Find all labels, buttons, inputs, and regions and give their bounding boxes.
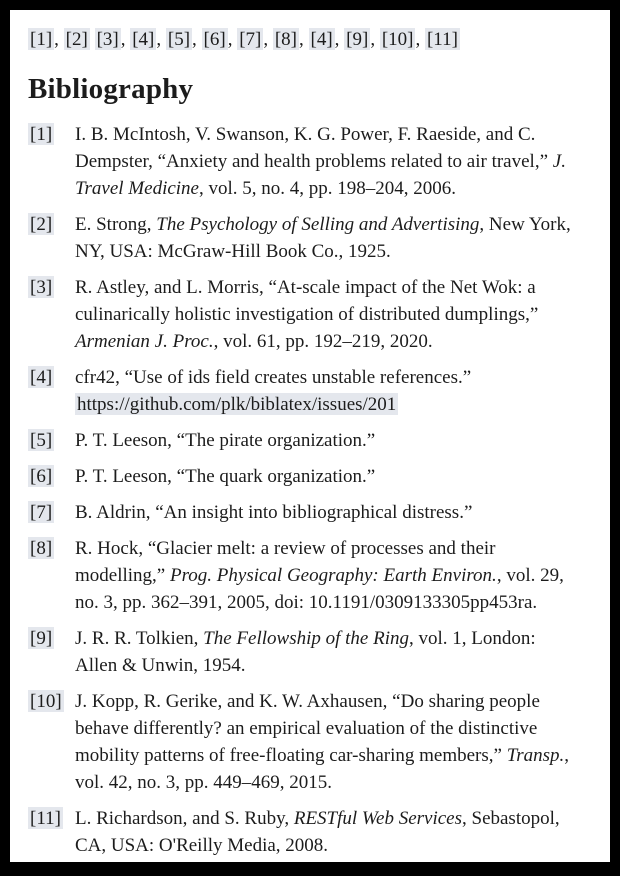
reference-text bbox=[75, 625, 580, 679]
citation-link[interactable]: [4] bbox=[310, 29, 333, 50]
citation-link[interactable]: [2] bbox=[65, 29, 88, 50]
reference-text bbox=[75, 535, 580, 616]
reference-text-segment: , Sebastopol, CA, USA: O'Reilly Media, 2008. bbox=[75, 808, 560, 856]
citation-link[interactable]: [10] bbox=[381, 29, 414, 50]
bibliography-list bbox=[28, 121, 592, 859]
reference-number-link[interactable]: [7] bbox=[30, 502, 53, 523]
reference-text-segment: , vol. 29, no. 3, pp. 362–391, 2005, doi: 10.1191/0309133305pp453ra. bbox=[75, 565, 564, 613]
reference-text-segment: cfr42, “Use of ids field creates unstable references.” bbox=[75, 367, 472, 388]
citation-link[interactable]: [9] bbox=[346, 29, 369, 50]
reference-entry bbox=[28, 121, 592, 202]
reference-entry bbox=[28, 274, 592, 355]
reference-text-segment: , New York, NY, USA: McGraw-Hill Book Co., 1925. bbox=[75, 214, 571, 262]
reference-number-link[interactable]: [2] bbox=[30, 214, 53, 235]
reference-text-segment: , vol. 5, no. 4, pp. 198–204, 2006. bbox=[199, 178, 457, 199]
reference-text-segment: R. Hock, “Glacier melt: a review of processes and their modelling,” bbox=[75, 538, 496, 586]
reference-label-cell bbox=[28, 427, 75, 454]
reference-journal-title: Armenian J. Proc. bbox=[75, 331, 214, 352]
document-page bbox=[10, 10, 610, 862]
reference-number-link[interactable]: [1] bbox=[30, 124, 53, 145]
reference-text bbox=[75, 364, 580, 418]
reference-entry bbox=[28, 805, 592, 859]
reference-journal-title: J. Travel Medicine bbox=[75, 151, 566, 199]
reference-journal-title: RESTful Web Services bbox=[293, 808, 462, 829]
reference-label-cell bbox=[28, 688, 75, 715]
citation-link[interactable]: [11] bbox=[426, 29, 458, 50]
reference-text-segment: , vol. 1, London: Allen & Unwin, 1954. bbox=[75, 628, 536, 676]
reference-text-segment: I. B. McIntosh, V. Swanson, K. G. Power, F. Raeside, and C. Dempster, “Anxiety and health problems related to air travel,” bbox=[75, 124, 553, 172]
reference-text bbox=[75, 463, 580, 490]
citation-link[interactable]: [8] bbox=[274, 29, 297, 50]
reference-label-cell bbox=[28, 805, 75, 832]
reference-number-link[interactable]: [11] bbox=[30, 808, 61, 829]
reference-label-cell bbox=[28, 121, 75, 148]
reference-number-link[interactable]: [8] bbox=[30, 538, 53, 559]
citation-link[interactable]: [3] bbox=[96, 29, 119, 50]
reference-entry bbox=[28, 688, 592, 796]
reference-text-segment: J. Kopp, R. Gerike, and K. W. Axhausen, “Do sharing people behave differently? an empirical evaluation of the distinctive mobility patterns of free-floating car-sharing members,” bbox=[75, 691, 540, 766]
reference-text-segment: J. R. R. Tolkien, bbox=[75, 628, 204, 649]
reference-number-link[interactable]: [3] bbox=[30, 277, 53, 298]
reference-entry bbox=[28, 625, 592, 679]
reference-text-segment: E. Strong, bbox=[75, 214, 157, 235]
reference-label-cell bbox=[28, 211, 75, 238]
reference-entry bbox=[28, 211, 592, 265]
reference-journal-title: The Psychology of Selling and Advertising bbox=[156, 214, 480, 235]
reference-number-link[interactable]: [9] bbox=[30, 628, 53, 649]
reference-number-link[interactable]: [10] bbox=[30, 691, 62, 712]
reference-journal-title: Transp. bbox=[506, 745, 565, 766]
reference-text bbox=[75, 499, 580, 526]
reference-text bbox=[75, 121, 580, 202]
reference-number-link[interactable]: [5] bbox=[30, 430, 53, 451]
citation-link[interactable]: [1] bbox=[30, 29, 53, 50]
reference-journal-title: Prog. Physical Geography: Earth Environ. bbox=[169, 565, 497, 586]
reference-text bbox=[75, 211, 580, 265]
reference-number-link[interactable]: [4] bbox=[30, 367, 53, 388]
reference-journal-title: The Fellowship of the Ring bbox=[203, 628, 409, 649]
reference-entry bbox=[28, 535, 592, 616]
citation-link[interactable]: [6] bbox=[203, 29, 226, 50]
reference-entry bbox=[28, 427, 592, 454]
reference-entry bbox=[28, 463, 592, 490]
citation-line: [1] , [2] [3] , [4] , [5] , [6] , [7] , [8] , [4] , [9] , [10] , [11] bbox=[30, 29, 458, 50]
reference-label-cell bbox=[28, 364, 75, 391]
citation-link[interactable]: [5] bbox=[167, 29, 191, 50]
reference-label-cell bbox=[28, 463, 75, 490]
reference-text bbox=[75, 274, 580, 355]
reference-number-link[interactable]: [6] bbox=[30, 466, 53, 487]
reference-url-link[interactable]: https://github.com/plk/biblatex/issues/201 bbox=[77, 394, 397, 415]
reference-text-segment: R. Astley, and L. Morris, “At-scale impact of the Net Wok: a culinarically holistic investigation of distributed dumplings,” bbox=[75, 277, 539, 325]
reference-text bbox=[75, 688, 580, 796]
reference-text-segment: P. T. Leeson, “The quark organization.” bbox=[75, 466, 376, 487]
reference-entry bbox=[28, 364, 592, 418]
reference-text bbox=[75, 427, 580, 454]
reference-label-cell bbox=[28, 625, 75, 652]
page-title: Bibliography bbox=[28, 73, 194, 105]
reference-text-segment: P. T. Leeson, “The pirate organization.” bbox=[75, 430, 376, 451]
reference-entry bbox=[28, 499, 592, 526]
reference-text bbox=[75, 805, 580, 859]
reference-label-cell bbox=[28, 274, 75, 301]
reference-text-segment: , vol. 42, no. 3, pp. 449–469, 2015. bbox=[75, 745, 570, 793]
reference-text-segment: , vol. 61, pp. 192–219, 2020. bbox=[213, 331, 433, 352]
reference-label-cell bbox=[28, 535, 75, 562]
reference-label-cell bbox=[28, 499, 75, 526]
reference-text-segment: B. Aldrin, “An insight into bibliographical distress.” bbox=[75, 502, 473, 523]
citation-link[interactable]: [4] bbox=[132, 29, 155, 50]
reference-text-segment: L. Richardson, and S. Ruby, bbox=[75, 808, 294, 829]
citation-link[interactable]: [7] bbox=[239, 29, 262, 50]
